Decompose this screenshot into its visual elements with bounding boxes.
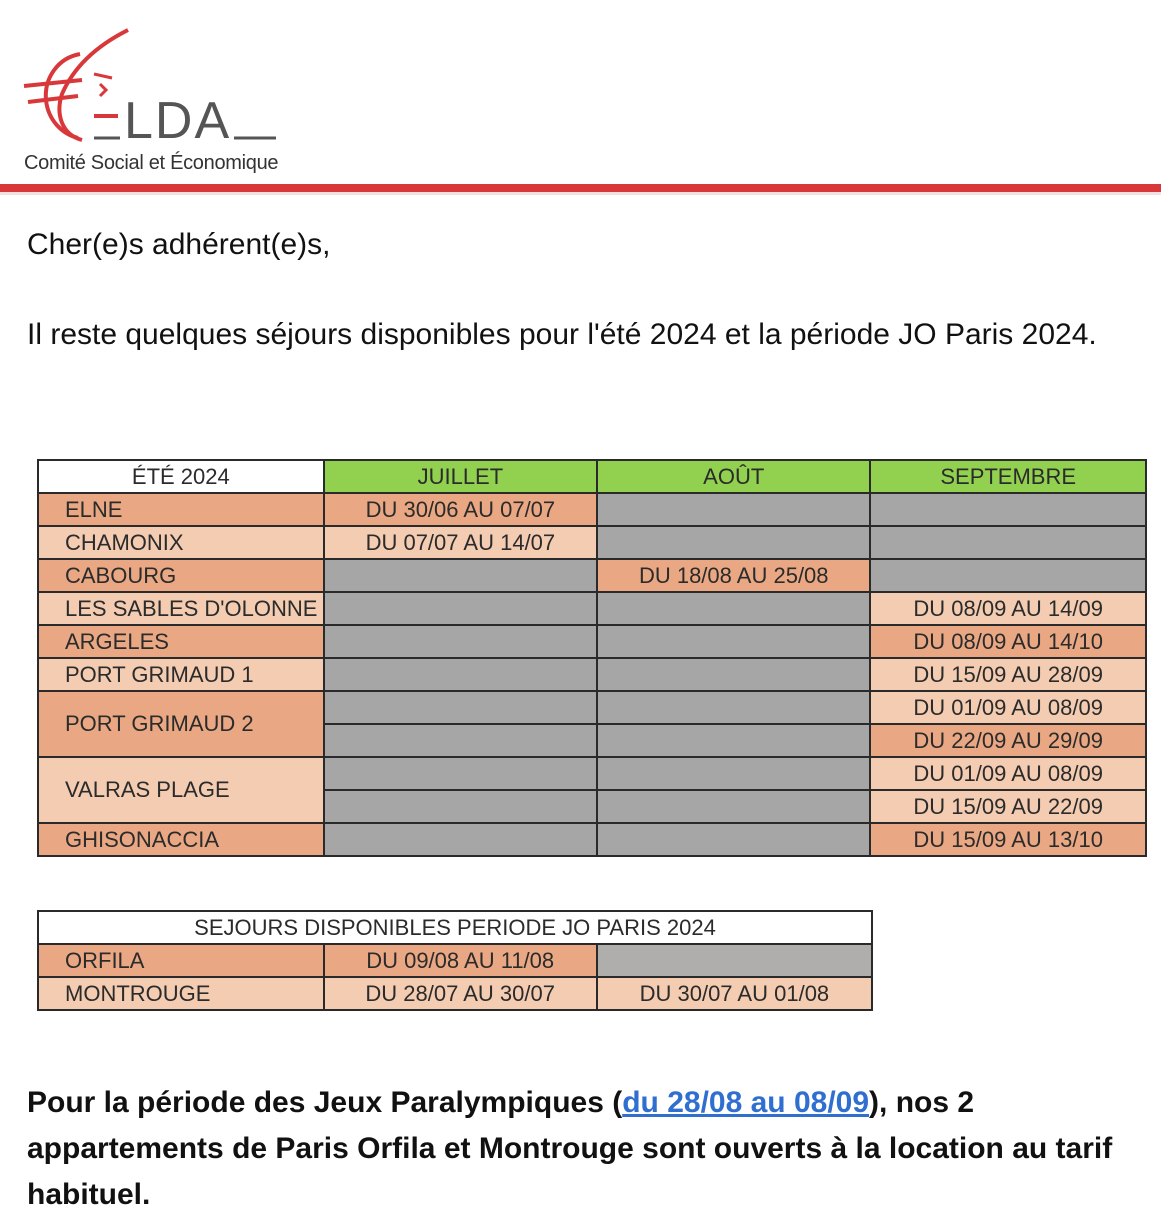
empty-cell	[324, 592, 597, 625]
empty-cell	[324, 757, 597, 790]
empty-cell	[324, 625, 597, 658]
place-cell: CHAMONIX	[38, 526, 324, 559]
place-cell: VALRAS PLAGE	[38, 757, 324, 823]
place-cell: PORT GRIMAUD 1	[38, 658, 324, 691]
logo-subtitle: Comité Social et Économique	[24, 152, 279, 174]
date-cell: DU 15/09 AU 13/10	[870, 823, 1146, 856]
table-header-row	[38, 460, 1146, 493]
empty-cell	[597, 823, 870, 856]
date-cell: DU 08/09 AU 14/09	[870, 592, 1146, 625]
place-cell: ORFILA	[38, 944, 324, 977]
empty-cell	[597, 944, 872, 977]
date-cell: DU 08/09 AU 14/10	[870, 625, 1146, 658]
empty-cell	[597, 493, 870, 526]
header-divider	[0, 184, 1161, 192]
empty-cell	[870, 493, 1146, 526]
table-row	[38, 592, 1146, 625]
date-cell: DU 28/07 AU 30/07	[324, 977, 597, 1010]
place-cell: GHISONACCIA	[38, 823, 324, 856]
header	[0, 0, 1161, 194]
table-row	[38, 757, 1146, 790]
empty-cell	[597, 592, 870, 625]
date-cell: DU 01/09 AU 08/09	[870, 691, 1146, 724]
empty-cell	[597, 724, 870, 757]
empty-cell	[324, 823, 597, 856]
header-septembre: SEPTEMBRE	[870, 460, 1146, 493]
empty-cell	[324, 658, 597, 691]
table-row	[38, 944, 872, 977]
place-cell: ELNE	[38, 493, 324, 526]
date-cell: DU 30/07 AU 01/08	[597, 977, 872, 1010]
jo-paris-2024-table	[37, 910, 873, 1011]
header-divider-shadow	[0, 192, 1161, 195]
place-cell: LES SABLES D'OLONNE	[38, 592, 324, 625]
table-row	[38, 977, 872, 1010]
empty-cell	[870, 559, 1146, 592]
euro-logo-icon	[20, 24, 290, 154]
empty-cell	[870, 526, 1146, 559]
notice-text-after: ), nos 2 appartements de Paris Orfila et Montrouge sont ouverts à la location au tarif habituel.	[27, 1086, 1113, 1211]
empty-cell	[324, 691, 597, 724]
summer-2024-table	[37, 459, 1147, 857]
intro-text: Il reste quelques séjours disponibles pour l'été 2024 et la période JO Paris 2024.	[27, 318, 1097, 351]
jo-table-title: SEJOURS DISPONIBLES PERIODE JO PARIS 2024	[38, 911, 872, 944]
paralympics-dates-link[interactable]: du 28/08 au 08/09	[622, 1086, 870, 1119]
place-cell: ARGELES	[38, 625, 324, 658]
empty-cell	[597, 658, 870, 691]
table-row	[38, 493, 1146, 526]
date-cell: DU 22/09 AU 29/09	[870, 724, 1146, 757]
table-row	[38, 559, 1146, 592]
header-ete-2024: ÉTÉ 2024	[38, 460, 324, 493]
paralympics-notice	[27, 1080, 1157, 1218]
greeting: Cher(e)s adhérent(e)s,	[27, 228, 331, 261]
date-cell: DU 15/09 AU 22/09	[870, 790, 1146, 823]
place-cell: CABOURG	[38, 559, 324, 592]
table-row	[38, 691, 1146, 724]
elda-logo	[20, 24, 290, 184]
empty-cell	[324, 724, 597, 757]
empty-cell	[324, 559, 597, 592]
table-row	[38, 625, 1146, 658]
jo-table-title-row	[38, 911, 872, 944]
empty-cell	[324, 790, 597, 823]
notice-text-before: Pour la période des Jeux Paralympiques (	[27, 1086, 623, 1119]
empty-cell	[597, 526, 870, 559]
date-cell: DU 15/09 AU 28/09	[870, 658, 1146, 691]
header-juillet: JUILLET	[324, 460, 597, 493]
empty-cell	[597, 691, 870, 724]
date-cell: DU 09/08 AU 11/08	[324, 944, 597, 977]
empty-cell	[597, 757, 870, 790]
table-row	[38, 658, 1146, 691]
place-cell: PORT GRIMAUD 2	[38, 691, 324, 757]
date-cell: DU 07/07 AU 14/07	[324, 526, 597, 559]
date-cell: DU 30/06 AU 07/07	[324, 493, 597, 526]
table-row	[38, 526, 1146, 559]
header-aout: AOÛT	[597, 460, 870, 493]
place-cell: MONTROUGE	[38, 977, 324, 1010]
date-cell: DU 18/08 AU 25/08	[597, 559, 870, 592]
logo-text: LDA	[124, 92, 232, 150]
empty-cell	[597, 790, 870, 823]
table-row	[38, 823, 1146, 856]
empty-cell	[597, 625, 870, 658]
date-cell: DU 01/09 AU 08/09	[870, 757, 1146, 790]
